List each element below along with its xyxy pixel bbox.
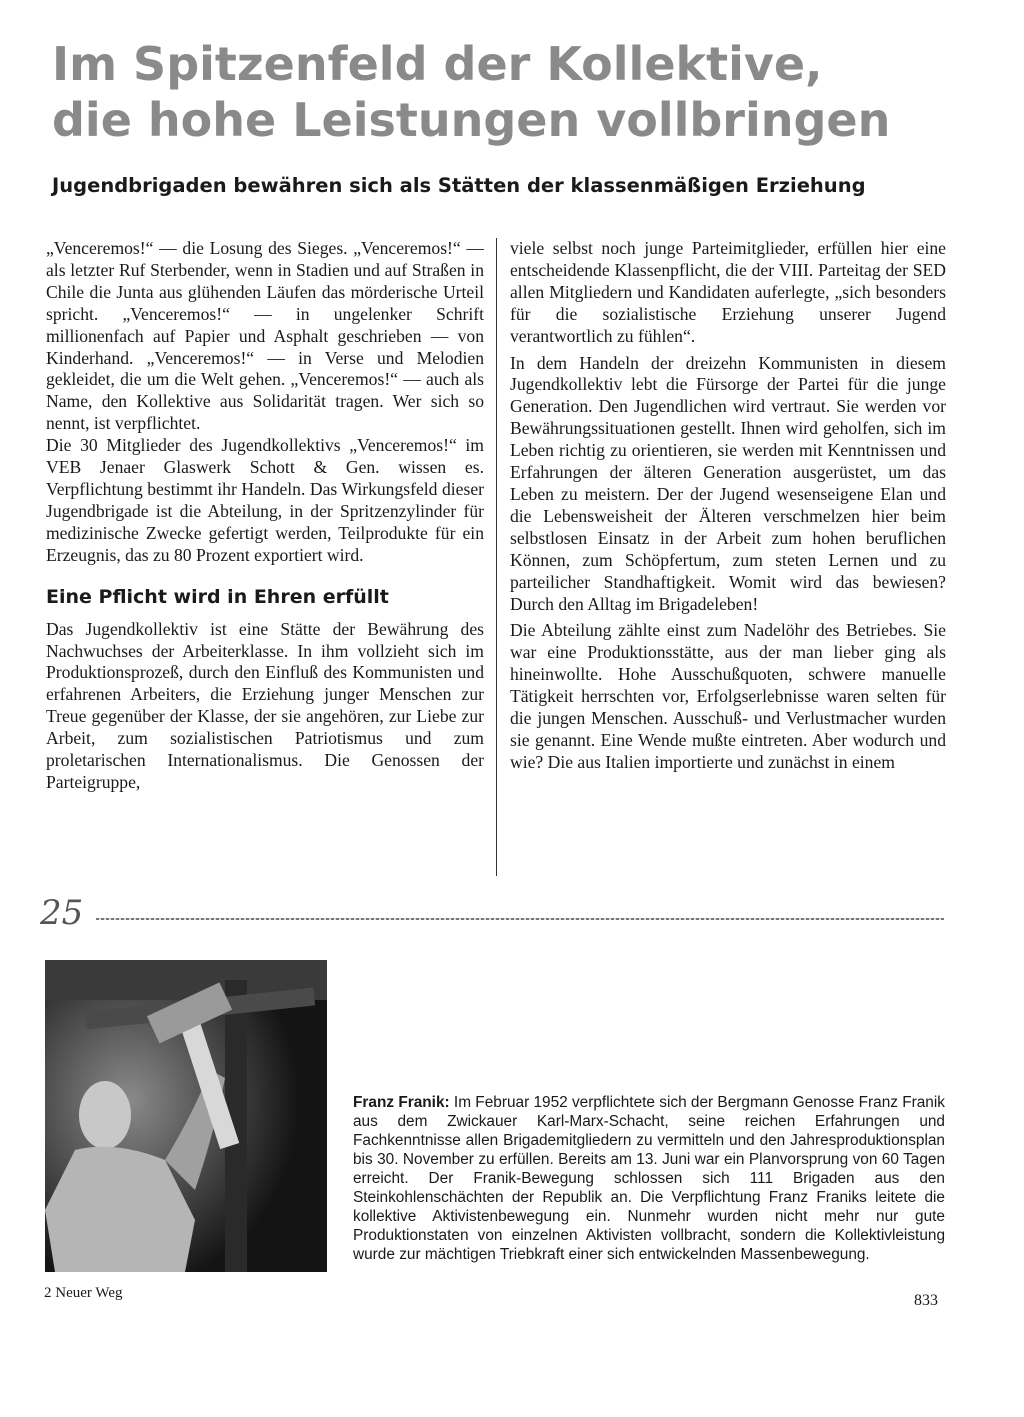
section-rule [40,893,945,933]
title-line-2: die hohe Leistungen vollbringen [52,93,891,147]
paragraph: Die 30 Mitglieder des Jugendkollektivs „Venceremos!“ im VEB Jenaer Glaswerk Schott & Gen. wissen es. Verpflichtung bestimmt ihr Handeln. Das Wirkungsfeld dieser Jugendbrigade ist die Abteilung, in der Spritzenzylinder für medizinische Zwecke gefertigt werden, Teilprodukte für ein Erzeugnis, das zu 80 Prozent exportiert wird. [46,435,484,565]
section-heading: Eine Pflicht wird in Ehren erfüllt [46,585,389,608]
anniversary-25-mark: 25 [40,893,84,933]
article-subtitle: Jugendbrigaden bewähren sich als Stätten der klassenmäßigen Erziehung [52,174,866,197]
title-line-1: Im Spitzenfeld der Kollektive, [52,37,823,91]
footer-publication: 2 Neuer Weg [44,1285,123,1301]
photo-miner-franz-franik [45,960,327,1272]
paragraph: In dem Handeln der dreizehn Kommunisten in diesem Jugendkollektiv lebt die Fürsorge der Partei für die junge Generation. Den Jugendlichen wird vertraut. Sie werden vor Bewährungssituationen gestellt. Ihnen wird geholfen, sich im Leben richtig zu orientieren, sie werden mit Kenntnissen und Erfahrungen der älteren Generation ausgerüstet, um das Leben zu meistern. Der der Jugend wesenseigene Elan und die Lebensweisheit der Älteren verschmelzen hier beim selbstlosen Einsatz in der Arbeit zum hohen beruflichen Können, zum Schöpfertum, zum steten Lernen und zu parteilicher Standhaftigkeit. Womit wird das bewiesen? Durch den Alltag im Brigadeleben! [510,352,946,614]
paragraph: „Venceremos!“ — die Losung des Sieges. „Venceremos!“ — als letzter Ruf Sterbender, wenn in Stadien und auf Straßen in Chile die Junta aus glühenden Läufen das mörderische Urteil spricht. „Venceremos!“ — in ungelenker Schrift millionenfach auf Papier und Asphalt geschrieben — von Kinderhand. „Venceremos!“ — in Verse und Melodien gekleidet, die um die Welt gehen. „Venceremos!“ — auch als Name, den Kollektive aus Solidarität tragen. Wer sich so nennt, ist verpflichtet. [46,238,484,434]
photo-caption [353,1093,945,1264]
column-divider [496,238,497,876]
paragraph: viele selbst noch junge Parteimitglieder, erfüllen hier eine entscheidende Klassenpflicht, die der VIII. Parteitag der SED allen Mitgliedern und Kandidaten auferlegte, „sich besonders für die sozialistische Erziehung unserer Jugend verantwortlich zu fühlen“. [510,238,946,346]
paragraph: Das Jugendkollektiv ist eine Stätte der Bewährung des Nachwuchses der Arbeiterklasse. In ihm vollzieht sich im Produktionsprozeß, durch den Einfluß des Kommunisten und erfahrenen Arbeiters, die Erziehung junger Menschen zur Treue gegenüber der Klasse, der sie angehören, zur Liebe zur Arbeit, zum sozialistischen Patriotismus und zum proletarischen Internationalismus. Die Genossen der Parteigruppe, [46,618,484,792]
left-column [46,238,484,794]
caption-text: Im Februar 1952 verpflichtete sich der Bergmann Genosse Franz Franik aus dem Zwickauer Karl-Marx-Schacht, seine reichen Erfahrungen und Fachkenntnisse allen Brigademitgliedern zu vermitteln und den Jahresproduktionsplan bis 30. November zu erfüllen. Bereits am 13. Juni war ein Planvorsprung von 60 Tagen erreicht. Der Franik-Bewegung schlossen sich 111 Brigaden aus den Steinkohlenschächten der Republik an. Die Verpflichtung Franz Franiks leitete die kollektive Aktivistenbewegung ein. Nunmehr wurden nicht mehr nur gute Produktionstaten von einzelnen Aktivisten vollbracht, sondern die Kollektivleistung wurde zur mächtigen Triebkraft einer sich entwickelnden Massenbewegung. [353,1094,945,1263]
miner-photo-illustration [45,960,327,1272]
right-column [510,238,946,774]
article-title [52,36,952,148]
page-number: 833 [914,1292,938,1309]
paragraph: Die Abteilung zählte einst zum Nadelöhr des Betriebes. Sie war eine Produktionsstätte, aus der man lieber ging als hineinwollte. Hohe Ausschußquoten, schwere manuelle Tätigkeit herrschten vor, Erfolgserlebnisse waren selten für die jungen Menschen. Ausschuß- und Verlustmacher wurden sie genannt. Eine Wende mußte eintreten. Aber wodurch und wie? Die aus Italien importierte und zunächst in einem [510,620,946,772]
caption-name: Franz Franik: [353,1094,450,1111]
dotted-rule [96,918,944,920]
